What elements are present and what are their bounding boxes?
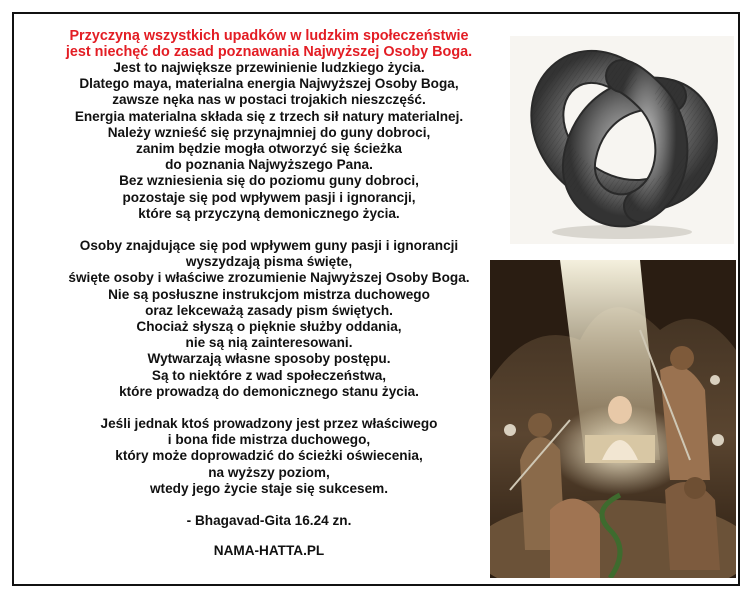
text-line: pozostaje się pod wpływem pasji i ignorancji, — [122, 189, 416, 205]
text-line: do poznania Najwyższego Pana. — [165, 157, 373, 173]
spacer — [34, 529, 504, 543]
text-line: Osoby znajdujące się pod wpływem guny pasji i ignorancji — [79, 238, 459, 254]
demonic-cave-painting — [490, 260, 736, 578]
spacer — [34, 400, 504, 416]
paragraph-1 — [34, 60, 504, 222]
paragraph-2 — [34, 238, 504, 400]
text-line: który może doprowadzić do ścieżki oświecenia, — [115, 448, 423, 464]
text-line: zawsze nęka nas w postaci trojakich nieszczęść. — [112, 92, 426, 108]
paragraph-3 — [34, 416, 504, 497]
text-line: Chociaż słyszą o pięknie służby oddania, — [136, 319, 402, 335]
text-line: święte osoby i właściwe zrozumienie Najwyższej Osoby Boga. — [68, 270, 470, 286]
text-line: wtedy jego życie staje się sukcesem. — [149, 480, 389, 496]
website — [34, 543, 504, 559]
text-line: Należy wznieść się przynajmniej do guny dobroci, — [107, 124, 431, 140]
knot-icon — [510, 36, 734, 244]
text-line: które są przyczyną demonicznego życia. — [138, 205, 400, 221]
signature — [34, 513, 504, 529]
text-line: Jest to największe przewinienie ludzkiego życia. — [113, 60, 425, 75]
text-line: Są to niektóre z wad społeczeństwa, — [151, 367, 387, 383]
spacer — [34, 222, 504, 238]
text-line: Energia materialna składa się z trzech sił natury materialnej. — [74, 108, 464, 124]
painting-image-icon — [490, 260, 736, 578]
headline-line: Przyczyną wszystkich upadków w ludzkim społeczeństwie — [69, 28, 469, 44]
text-line: Wytwarzają własne sposoby postępu. — [147, 351, 391, 367]
text-line: które prowadzą do demonicznego stanu życia. — [119, 383, 419, 399]
text-line: Nie są posłuszne instrukcjom mistrza duchowego — [108, 286, 430, 302]
spacer — [34, 497, 504, 513]
text-line: na wyższy poziom, — [208, 464, 330, 480]
trefoil-knot-illustration — [510, 36, 734, 244]
text-line: Jeśli jednak ktoś prowadzony jest przez właściwego — [100, 416, 438, 432]
headline — [34, 28, 504, 60]
website-text: NAMA-HATTA.PL — [213, 543, 325, 559]
text-line: oraz lekceważą zasady pism świętych. — [145, 302, 393, 318]
text-line: Dlatego maya, materialna energia Najwyższej Osoby Boga, — [79, 76, 459, 92]
text-line: zanim będzie mogła otworzyć się ścieżka — [136, 141, 402, 157]
text-line: nie są nią zainteresowani. — [185, 335, 353, 351]
headline-line: jest niechęć do zasad poznawania Najwyższej Osoby Boga. — [65, 44, 473, 60]
signature-text: - Bhagavad-Gita 16.24 zn. — [186, 513, 352, 529]
text-column — [34, 28, 504, 559]
text-line: i bona fide mistrza duchowego, — [167, 432, 371, 448]
text-line: Bez wzniesienia się do poziomu guny dobroci, — [119, 173, 419, 189]
text-line: wyszydzają pisma święte, — [185, 254, 353, 270]
poster-frame — [12, 12, 740, 586]
